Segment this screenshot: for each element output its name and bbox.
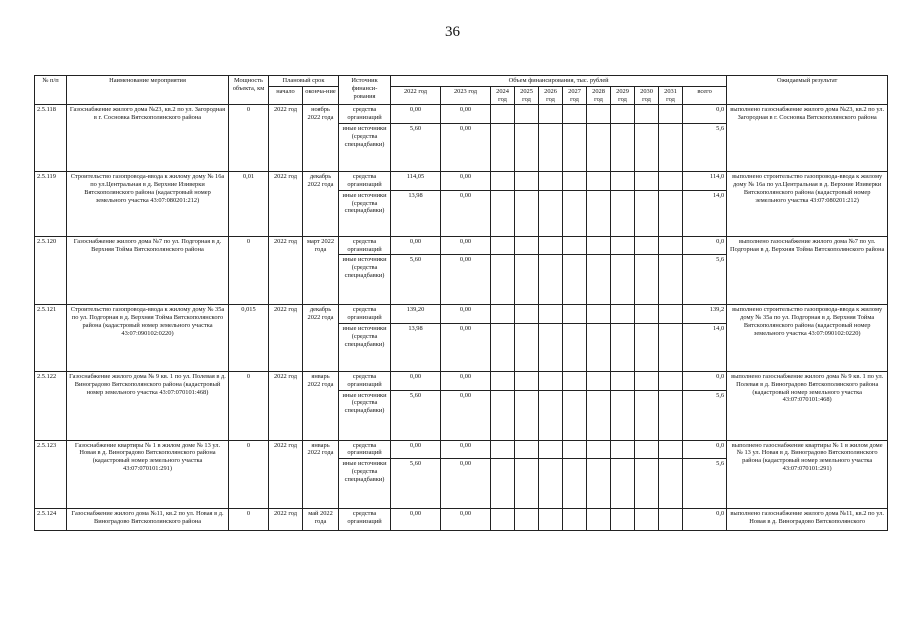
value-2023: 0,00 — [441, 390, 491, 440]
row-result: выполнено газоснабжение квартиры № 1 в жилом доме № 13 ул. Новая в д. Виноградово Вятскополянского района (кадастровый номер земельного участка 43:07:070101:291) — [727, 440, 888, 509]
value-2023: 0,00 — [441, 509, 491, 531]
value-empty — [659, 236, 683, 255]
value-empty — [635, 124, 659, 172]
source-label: иные источники (средства спецнадбавки) — [339, 459, 391, 509]
value-2022: 5,60 — [391, 255, 441, 305]
row-name: Газоснабжение жилого дома №11, кв.2 по ул. Новая в д. Виноградово Вятскополянского района — [67, 509, 229, 531]
row-end: декабрь 2022 года — [303, 172, 339, 237]
value-empty — [539, 305, 563, 324]
source-label: средства организаций — [339, 172, 391, 191]
source-label: иные источники (средства спецнадбавки) — [339, 255, 391, 305]
table-row — [35, 105, 888, 124]
row-number: 2.5.124 — [35, 509, 67, 531]
value-empty — [515, 390, 539, 440]
value-empty — [563, 105, 587, 124]
value-empty — [635, 390, 659, 440]
row-result: выполнено строительство газопровода-ввода к жилому дому № 16а по ул.Центральная в д. Верхние Изиверки Вятскополянского района (кадастровый номер земельного участка 43:07:080201:212) — [727, 172, 888, 237]
value-empty — [587, 509, 611, 531]
value-empty — [587, 459, 611, 509]
value-empty — [659, 509, 683, 531]
value-2022: 13,98 — [391, 190, 441, 236]
value-2022: 0,00 — [391, 105, 441, 124]
table-row — [35, 236, 888, 255]
value-empty — [587, 440, 611, 459]
value-empty — [563, 236, 587, 255]
value-empty — [515, 305, 539, 324]
value-total: 139,2 — [683, 305, 727, 324]
value-empty — [563, 172, 587, 191]
value-2022: 139,20 — [391, 305, 441, 324]
value-2023: 0,00 — [441, 459, 491, 509]
value-empty — [539, 509, 563, 531]
value-empty — [491, 323, 515, 371]
value-2023: 0,00 — [441, 305, 491, 324]
value-empty — [611, 371, 635, 390]
source-label: иные источники (средства спецнадбавки) — [339, 190, 391, 236]
row-capacity: 0 — [229, 440, 269, 509]
row-name: Строительство газопровода-ввода к жилому дому № 16а по ул.Центральная в д. Верхние Изиверки Вятскополянского района (кадастровый номер земельного участка 43:07:080201:212) — [67, 172, 229, 237]
value-empty — [539, 440, 563, 459]
value-empty — [611, 255, 635, 305]
value-empty — [539, 190, 563, 236]
value-2022: 0,00 — [391, 509, 441, 531]
header-year: 2030 год — [635, 86, 659, 105]
value-empty — [515, 440, 539, 459]
table-row — [35, 509, 888, 531]
value-empty — [539, 390, 563, 440]
value-empty — [587, 236, 611, 255]
value-empty — [491, 371, 515, 390]
value-2023: 0,00 — [441, 236, 491, 255]
value-empty — [659, 323, 683, 371]
value-empty — [587, 172, 611, 191]
source-label: средства организаций — [339, 371, 391, 390]
value-empty — [491, 124, 515, 172]
table-row — [35, 172, 888, 191]
row-number: 2.5.118 — [35, 105, 67, 172]
value-2023: 0,00 — [441, 371, 491, 390]
value-empty — [611, 459, 635, 509]
value-empty — [491, 440, 515, 459]
value-empty — [563, 440, 587, 459]
value-empty — [563, 190, 587, 236]
value-empty — [491, 459, 515, 509]
header-num: № п/п — [35, 76, 67, 105]
value-empty — [563, 305, 587, 324]
value-empty — [587, 255, 611, 305]
value-empty — [635, 440, 659, 459]
row-result: выполнено газоснабжение жилого дома №11, кв.2 по ул. Новая в д. Виноградово Вятскополянского — [727, 509, 888, 531]
value-empty — [515, 172, 539, 191]
table-row — [35, 305, 888, 324]
source-label: средства организаций — [339, 440, 391, 459]
value-empty — [659, 459, 683, 509]
value-empty — [539, 172, 563, 191]
value-empty — [635, 236, 659, 255]
header-year: 2028 год — [587, 86, 611, 105]
header-year: 2031 год — [659, 86, 683, 105]
row-end: январь 2022 года — [303, 371, 339, 440]
table-row — [35, 440, 888, 459]
value-empty — [563, 390, 587, 440]
value-empty — [491, 105, 515, 124]
value-empty — [491, 305, 515, 324]
value-empty — [659, 105, 683, 124]
source-label: средства организаций — [339, 509, 391, 531]
value-empty — [515, 323, 539, 371]
value-empty — [587, 390, 611, 440]
row-end: ноябрь 2022 года — [303, 105, 339, 172]
row-capacity: 0,015 — [229, 305, 269, 372]
header-result: Ожидаемый результат — [727, 76, 888, 105]
table-body — [35, 105, 888, 531]
value-total: 5,6 — [683, 255, 727, 305]
row-number: 2.5.122 — [35, 371, 67, 440]
value-2022: 0,00 — [391, 371, 441, 390]
value-empty — [491, 190, 515, 236]
value-empty — [539, 371, 563, 390]
row-number: 2.5.119 — [35, 172, 67, 237]
value-empty — [611, 509, 635, 531]
value-empty — [635, 190, 659, 236]
value-empty — [515, 255, 539, 305]
header-term-end: оконча-ние — [303, 86, 339, 105]
value-total: 0,0 — [683, 509, 727, 531]
value-empty — [515, 105, 539, 124]
row-capacity: 0 — [229, 236, 269, 305]
value-empty — [611, 105, 635, 124]
row-name: Газоснабжение квартиры № 1 в жилом доме № 13 ул. Новая в д. Виноградово Вятскополянского района (кадастровый номер земельного участка 43:07:070101:291) — [67, 440, 229, 509]
value-empty — [491, 509, 515, 531]
value-empty — [491, 255, 515, 305]
financing-table — [34, 75, 888, 531]
value-empty — [515, 236, 539, 255]
row-result: выполнено газоснабжение жилого дома №23, кв.2 по ул. Загородная в г. Сосновка Вятскополянского района — [727, 105, 888, 172]
row-start: 2022 год — [269, 172, 303, 237]
value-empty — [539, 255, 563, 305]
table-row — [35, 371, 888, 390]
value-empty — [611, 172, 635, 191]
row-result: выполнено строительство газопровода-ввода к жилому дому № 35а по ул. Подгорная в д. Верхняя Тойма Вятскополянского района (кадастровый номер земельного участка 43:07:090102:0220) — [727, 305, 888, 372]
header-name: Наименование мероприятия — [67, 76, 229, 105]
header-year: 2027 год — [563, 86, 587, 105]
row-start: 2022 год — [269, 440, 303, 509]
value-empty — [587, 371, 611, 390]
value-empty — [539, 459, 563, 509]
value-empty — [635, 509, 659, 531]
value-empty — [515, 371, 539, 390]
header-term: Плановый срок — [269, 76, 339, 87]
row-name: Газоснабжение жилого дома №7 по ул. Подгорная в д. Верхняя Тойма Вятскополянского района — [67, 236, 229, 305]
header-term-start: начало — [269, 86, 303, 105]
value-empty — [635, 172, 659, 191]
header-year: 2029 год — [611, 86, 635, 105]
source-label: средства организаций — [339, 236, 391, 255]
source-label: иные источники (средства спецнадбавки) — [339, 323, 391, 371]
value-empty — [587, 190, 611, 236]
value-empty — [539, 323, 563, 371]
value-empty — [563, 459, 587, 509]
source-label: иные источники (средства спецнадбавки) — [339, 124, 391, 172]
value-empty — [611, 305, 635, 324]
value-empty — [563, 323, 587, 371]
value-2023: 0,00 — [441, 105, 491, 124]
value-empty — [587, 323, 611, 371]
value-empty — [635, 459, 659, 509]
value-empty — [611, 190, 635, 236]
row-start: 2022 год — [269, 236, 303, 305]
value-total: 0,0 — [683, 236, 727, 255]
value-empty — [635, 371, 659, 390]
value-empty — [563, 255, 587, 305]
value-2022: 0,00 — [391, 236, 441, 255]
value-total: 0,0 — [683, 371, 727, 390]
row-number: 2.5.120 — [35, 236, 67, 305]
row-result: выполнено газоснабжение жилого дома №7 по ул. Подгорная в д. Верхняя Тойма Вятскополянского района — [727, 236, 888, 305]
value-empty — [659, 305, 683, 324]
value-empty — [563, 124, 587, 172]
value-empty — [659, 390, 683, 440]
value-2022: 114,05 — [391, 172, 441, 191]
value-2022: 0,00 — [391, 440, 441, 459]
value-total: 0,0 — [683, 105, 727, 124]
value-empty — [563, 509, 587, 531]
table-header — [35, 76, 888, 105]
value-empty — [611, 390, 635, 440]
value-total: 5,6 — [683, 124, 727, 172]
header-year: 2022 год — [391, 86, 441, 105]
value-empty — [491, 236, 515, 255]
value-empty — [635, 105, 659, 124]
value-2023: 0,00 — [441, 172, 491, 191]
source-label: средства организаций — [339, 305, 391, 324]
header-year: 2023 год — [441, 86, 491, 105]
value-empty — [635, 255, 659, 305]
value-2023: 0,00 — [441, 124, 491, 172]
value-total: 114,0 — [683, 172, 727, 191]
value-empty — [659, 440, 683, 459]
row-start: 2022 год — [269, 509, 303, 531]
value-2022: 5,60 — [391, 124, 441, 172]
row-start: 2022 год — [269, 105, 303, 172]
row-end: январь 2022 года — [303, 440, 339, 509]
header-volume: Объем финансирования, тыс. рублей — [391, 76, 727, 87]
value-2023: 0,00 — [441, 255, 491, 305]
value-empty — [587, 124, 611, 172]
value-empty — [539, 236, 563, 255]
value-total: 0,0 — [683, 440, 727, 459]
value-2023: 0,00 — [441, 323, 491, 371]
value-2022: 5,60 — [391, 390, 441, 440]
value-empty — [611, 440, 635, 459]
value-empty — [515, 124, 539, 172]
row-capacity: 0,01 — [229, 172, 269, 237]
header-year: 2026 год — [539, 86, 563, 105]
value-empty — [515, 190, 539, 236]
header-year: 2025 год — [515, 86, 539, 105]
value-total: 14,0 — [683, 190, 727, 236]
value-empty — [587, 105, 611, 124]
header-source: Источник финанси-рования — [339, 76, 391, 105]
row-capacity: 0 — [229, 509, 269, 531]
row-name: Строительство газопровода-ввода к жилому дому № 35а по ул. Подгорная в д. Верхняя Тойма Вятскополянского района (кадастровый номер земельного участка 43:07:090102:0220) — [67, 305, 229, 372]
value-empty — [635, 305, 659, 324]
row-number: 2.5.121 — [35, 305, 67, 372]
value-total: 5,6 — [683, 459, 727, 509]
value-empty — [515, 509, 539, 531]
value-2022: 5,60 — [391, 459, 441, 509]
row-result: выполнено газоснабжение жилого дома № 9 кв. 1 по ул. Полевая в д. Виноградово Вятскополянского района (кадастровый номер земельного участка 43:07:070101:468) — [727, 371, 888, 440]
row-end: март 2022 года — [303, 236, 339, 305]
header-year: 2024 год — [491, 86, 515, 105]
value-empty — [491, 172, 515, 191]
row-capacity: 0 — [229, 371, 269, 440]
value-2022: 13,98 — [391, 323, 441, 371]
value-empty — [611, 124, 635, 172]
value-empty — [659, 172, 683, 191]
header-capacity: Мощность объекта, км — [229, 76, 269, 105]
value-empty — [659, 371, 683, 390]
value-empty — [611, 323, 635, 371]
value-empty — [539, 124, 563, 172]
value-empty — [659, 124, 683, 172]
page-number: 36 — [445, 24, 460, 40]
value-empty — [659, 255, 683, 305]
row-end: май 2022 года — [303, 509, 339, 531]
row-end: декабрь 2022 года — [303, 305, 339, 372]
value-empty — [515, 459, 539, 509]
row-capacity: 0 — [229, 105, 269, 172]
row-start: 2022 год — [269, 305, 303, 372]
header-total: всего — [683, 86, 727, 105]
value-2023: 0,00 — [441, 190, 491, 236]
value-empty — [491, 390, 515, 440]
value-total: 14,0 — [683, 323, 727, 371]
row-number: 2.5.123 — [35, 440, 67, 509]
value-2023: 0,00 — [441, 440, 491, 459]
value-empty — [563, 371, 587, 390]
source-label: средства организаций — [339, 105, 391, 124]
value-empty — [539, 105, 563, 124]
row-start: 2022 год — [269, 371, 303, 440]
value-empty — [659, 190, 683, 236]
value-empty — [587, 305, 611, 324]
value-total: 5,6 — [683, 390, 727, 440]
source-label: иные источники (средства спецнадбавки) — [339, 390, 391, 440]
row-name: Газоснабжение жилого дома № 9 кв. 1 по ул. Полевая в д. Виноградово Вятскополянского района (кадастровый номер земельного участка 43:07:070101:468) — [67, 371, 229, 440]
value-empty — [635, 323, 659, 371]
value-empty — [611, 236, 635, 255]
row-name: Газоснабжение жилого дома №23, кв.2 по ул. Загородная в г. Сосновка Вятскополянского района — [67, 105, 229, 172]
